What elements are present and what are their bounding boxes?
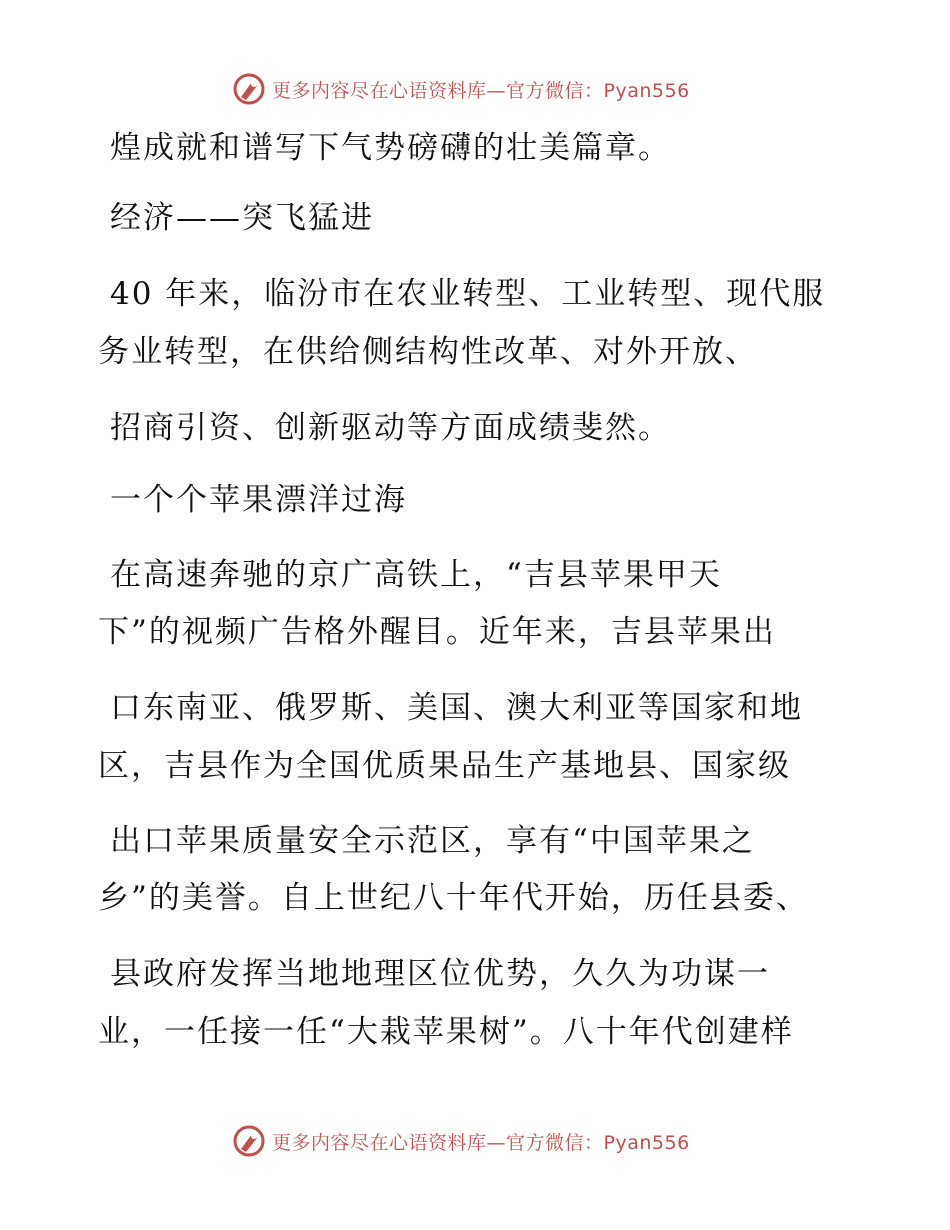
body-line: 煌成就和谱写下气势磅礴的壮美篇章。 (110, 130, 671, 166)
body-line: 40 年来，临汾市在农业转型、工业转型、现代服 (110, 276, 826, 312)
body-line: 区，吉县作为全国优质果品生产基地县、国家级 (98, 748, 791, 784)
body-line: 口东南亚、俄罗斯、美国、澳大利亚等国家和地 (110, 690, 803, 726)
body-line: 出口苹果质量安全示范区，享有“中国苹果之 (110, 823, 755, 859)
header-watermark-text: 更多内容尽在心语资料库—官方微信：Pyan556 (272, 79, 690, 102)
subsection-heading: 一个个苹果漂洋过海 (110, 482, 407, 518)
body-line: 下”的视频广告格外醒目。近年来，吉县苹果出 (98, 614, 776, 650)
footer-watermark-text: 更多内容尽在心语资料库—官方微信：Pyan556 (272, 1131, 690, 1154)
section-heading: 经济——突飞猛进 (110, 200, 374, 236)
footer-watermark (232, 1124, 690, 1158)
body-line: 乡”的美誉。自上世纪八十年代开始，历任县委、 (98, 880, 809, 916)
body-line: 务业转型，在供给侧结构性改革、对外开放、 (98, 334, 758, 370)
body-line: 县政府发挥当地地理区位优势，久久为功谋一 (110, 956, 770, 992)
pen-nib-logo-icon (232, 1124, 266, 1158)
body-line: 在高速奔驰的京广高铁上，“吉县苹果甲天 (110, 557, 722, 593)
body-line: 业，一任接一任“大栽苹果树”。八十年代创建样 (98, 1014, 794, 1050)
body-line: 招商引资、创新驱动等方面成绩斐然。 (110, 410, 671, 446)
